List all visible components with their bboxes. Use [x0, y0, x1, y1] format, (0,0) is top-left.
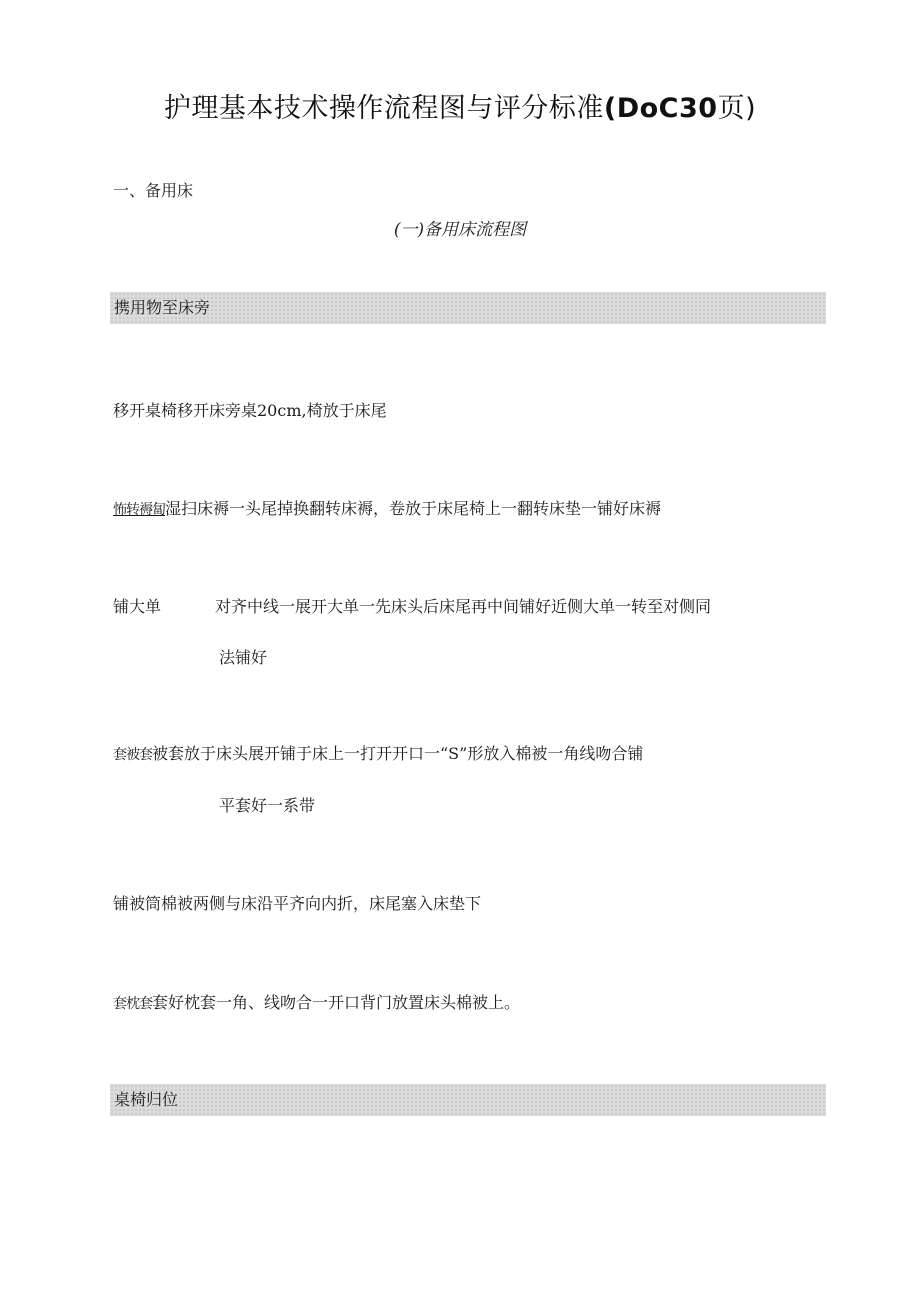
step-pillow-label: 套枕套: [113, 996, 152, 1012]
section-heading: 一、备用床: [113, 181, 194, 200]
flow-step-bar-start: 携用物至床旁: [110, 292, 826, 324]
title-doc-code: (DoC30: [603, 93, 718, 124]
title-end: 页): [717, 93, 757, 124]
flowchart-subtitle: (一)备用床流程图: [393, 220, 527, 240]
step-quilt: 铺被筒棉被两侧与床沿平齐向内折，床尾塞入床垫下: [113, 894, 482, 913]
step-sheet-text: 对齐中线一展开大单一先床头后床尾再中间铺好近侧大单一转至对侧同: [215, 597, 712, 616]
step-sheet-label: 铺大单: [113, 597, 162, 616]
step-pillow: [113, 990, 520, 1013]
step-cover-label: 套被套: [113, 747, 152, 763]
document-title: [0, 86, 920, 125]
step-sheet-cont: 法铺好: [219, 648, 268, 667]
step-move-furniture: 移开桌椅移开床旁桌20cm,椅放于床尾: [113, 401, 387, 420]
step-cover-text: 被套放于床头展开铺于床上一打开开口一“S”形放入棉被一角线吻合铺: [152, 744, 644, 763]
step-pillow-text: 套好枕套一角、线吻合一开口背门放置床头棉被上。: [152, 993, 521, 1012]
step-flip-mattress: [113, 496, 661, 519]
flow-step-bar-end: 桌椅归位: [110, 1084, 826, 1116]
step-flip-label: 怖转褥匐: [113, 502, 165, 518]
step-cover-cont: 平套好一系带: [219, 796, 316, 815]
title-main: 护理基本技术操作流程图与评分标准: [163, 93, 604, 124]
step-flip-text: 湿扫床褥一头尾掉换翻转床褥，卷放于床尾椅上一翻转床垫一铺好床褥: [165, 499, 662, 518]
step-cover: [113, 741, 643, 764]
